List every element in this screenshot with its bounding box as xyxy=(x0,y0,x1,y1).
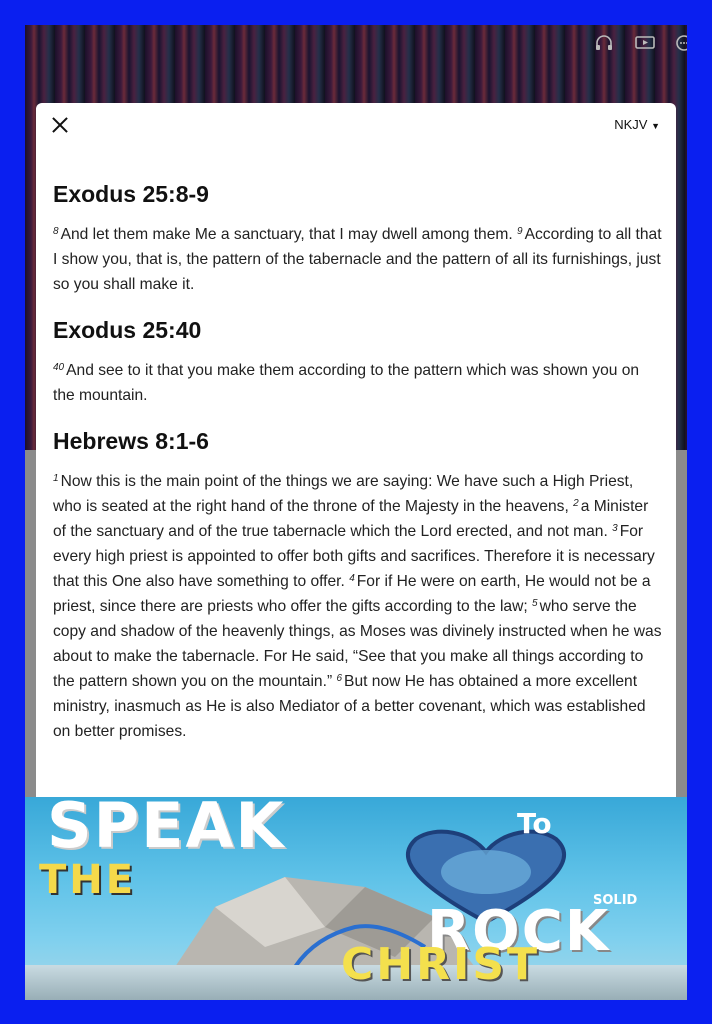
verse-number: 9 xyxy=(517,226,523,237)
verse-text: For if He were on earth, He would not be a priest, since there are priests who offer the gifts according to the law; xyxy=(53,573,651,615)
close-icon[interactable] xyxy=(50,115,70,135)
verse-number: 6 xyxy=(336,673,343,684)
banner-the: THE xyxy=(39,857,137,903)
verse-number: 2 xyxy=(573,498,579,509)
verse-text: a Minister of the sanctuary and of the true tabernacle which the Lord erected, and not man. xyxy=(53,498,649,540)
verse-text: who serve the copy and shadow of the heavenly things, as Moses was divinely instructed when he was about to make the tabernacle. For He said, “See that you make all things according to the pattern shown you on the mountain.” xyxy=(53,598,662,690)
headphones-icon[interactable] xyxy=(595,35,613,51)
passage-sheet xyxy=(36,103,676,797)
passage-reference: Hebrews 8:1-6 xyxy=(53,428,209,454)
caret-down-icon: ▼ xyxy=(651,121,660,131)
passage-text xyxy=(53,222,665,297)
verse-number: 4 xyxy=(349,573,355,584)
more-icon[interactable] xyxy=(675,35,687,51)
verse-text: According to all that I show you, that is, the pattern of the tabernacle and the pattern of all its furnishings, just so you shall make it. xyxy=(53,226,662,293)
version-label: NKJV xyxy=(614,117,648,132)
verse-number: 8 xyxy=(53,226,59,237)
verse-text: For every high priest is appointed to offer both gifts and sacrifices. Therefore it is necessary that this One also have something to offer. xyxy=(53,523,655,590)
banner-christ: CHRIST xyxy=(341,939,541,990)
passage-reference: Exodus 25:8-9 xyxy=(53,181,209,207)
passage-text xyxy=(53,469,665,744)
verse-text: Now this is the main point of the things we are saying: We have such a High Priest, who is seated at the right hand of the throne of the Majesty in the heavens, xyxy=(53,473,634,515)
version-selector[interactable] xyxy=(614,117,660,132)
video-toolbar xyxy=(557,25,687,65)
banner-rock: ROCK xyxy=(427,899,611,964)
verse-number: 40 xyxy=(53,362,65,373)
passage-text xyxy=(53,358,665,408)
verse-number: 5 xyxy=(532,598,538,609)
speak-to-the-rock-banner xyxy=(25,797,687,1000)
verse-number: 3 xyxy=(612,523,618,534)
banner-speak: SPEAK xyxy=(47,797,286,862)
verse-text: And see to it that you make them according to the pattern which was shown you on the mountain. xyxy=(53,362,640,404)
verse-text: And let them make Me a sanctuary, that I may dwell among them. xyxy=(60,226,513,243)
verse-text: But now He has obtained a more excellent ministry, inasmuch as He is also Mediator of a better covenant, which was established on better promises. xyxy=(53,673,646,740)
verse-number: 1 xyxy=(53,473,59,484)
video-icon[interactable] xyxy=(635,35,653,51)
banner-solid: SOLID xyxy=(593,893,638,908)
passage-content xyxy=(53,181,665,764)
passage-reference: Exodus 25:40 xyxy=(53,317,202,343)
banner-to: To xyxy=(517,807,552,840)
